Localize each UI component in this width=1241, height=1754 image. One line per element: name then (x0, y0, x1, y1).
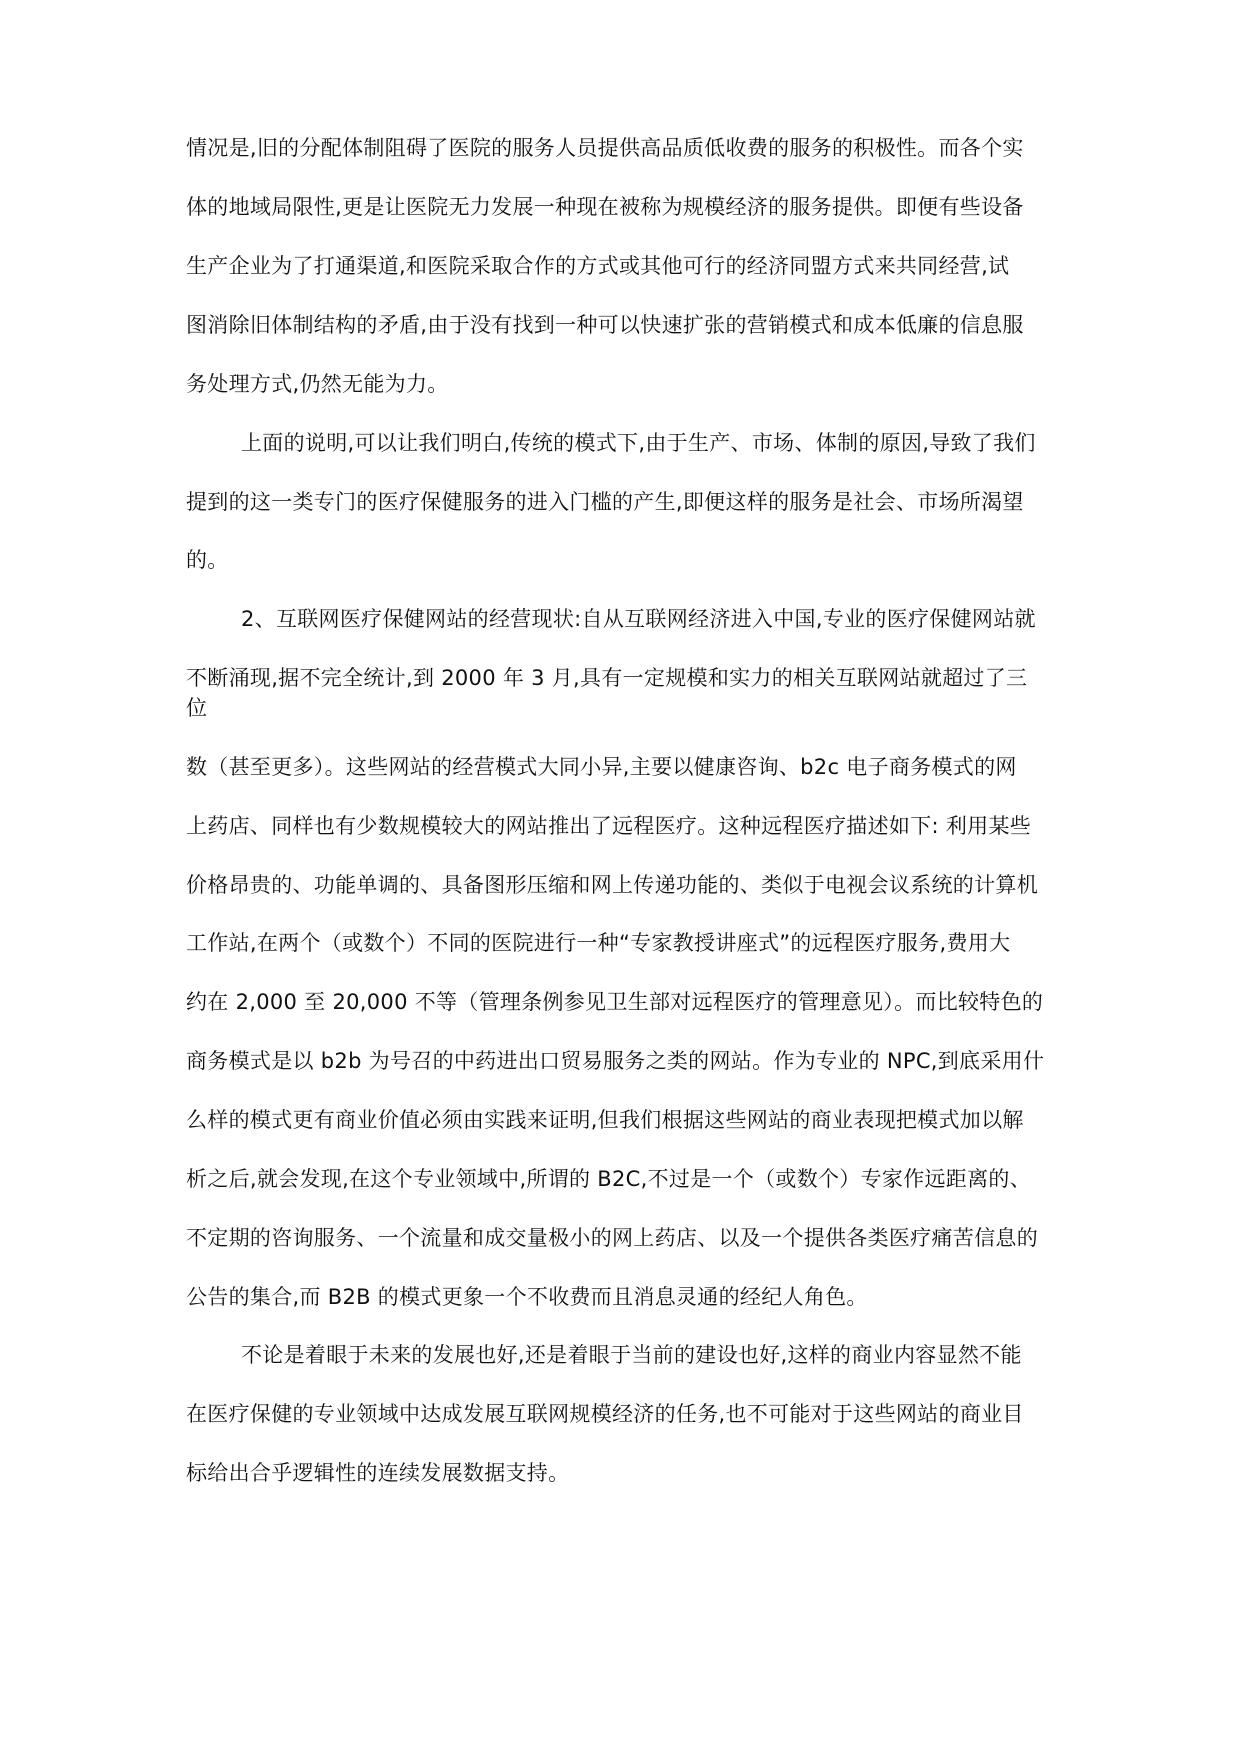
text-line: 务处理方式,仍然无能为力。 (186, 372, 449, 396)
text-line: 价格昂贵的、功能单调的、具备图形压缩和网上传递功能的、类似于电视会议系统的计算机 (186, 873, 1038, 897)
text-line: 约在 2,000 至 20,000 不等（管理条例参见卫生部对远程医疗的管理意见）。而比较特色的 (186, 990, 1044, 1014)
text-line: 的。 (186, 548, 229, 572)
text-line: 商务模式是以 b2b 为号召的中药进出口贸易服务之类的网站。作为专业的 NPC,到底采用什 (186, 1049, 1045, 1073)
text-line: 在医疗保健的专业领域中达成发展互联网规模经济的任务,也不可能对于这些网站的商业目 (186, 1402, 1024, 1426)
text-line: 不断涌现,据不完全统计,到 2000 年 3 月,具有一定规模和实力的相关互联网站就超过了三 (186, 666, 1028, 690)
text-line: 体的地域局限性,更是让医院无力发展一种现在被称为规模经济的服务提供。即便有些设备 (186, 195, 1024, 219)
text-line: 上面的说明,可以让我们明白,传统的模式下,由于生产、市场、体制的原因,导致了我们 (241, 431, 1036, 455)
text-line: 2、互联网医疗保健网站的经营现状:自从互联网经济进入中国,专业的医疗保健网站就 (241, 607, 1036, 631)
text-line: 公告的集合,而 B2B 的模式更象一个不收费而且消息灵通的经纪人角色。 (186, 1285, 868, 1309)
text-line: 图消除旧体制结构的矛盾,由于没有找到一种可以快速扩张的营销模式和成本低廉的信息服 (186, 313, 1024, 337)
text-line: 么样的模式更有商业价值必须由实践来证明,但我们根据这些网站的商业表现把模式加以解 (186, 1108, 1024, 1132)
text-line: 情况是,旧的分配体制阻碍了医院的服务人员提供高品质低收费的服务的积极性。而各个实 (186, 136, 1024, 160)
text-line: 不论是着眼于未来的发展也好,还是着眼于当前的建设也好,这样的商业内容显然不能 (241, 1343, 1022, 1367)
text-line: 标给出合乎逻辑性的连续发展数据支持。 (186, 1461, 570, 1485)
text-line: 上药店、同样也有少数规模较大的网站推出了远程医疗。这种远程医疗描述如下: 利用某些 (186, 814, 1032, 838)
text-line: 析之后,就会发现,在这个专业领域中,所谓的 B2C,不过是一个（或数个）专家作远距离的、 (186, 1167, 1032, 1191)
text-line: 工作站,在两个（或数个）不同的医院进行一种“专家教授讲座式”的远程医疗服务,费用大 (186, 931, 1011, 955)
text-line: 不定期的咨询服务、一个流量和成交量极小的网上药店、以及一个提供各类医疗痛苦信息的 (186, 1226, 1038, 1250)
text-line: 生产企业为了打通渠道,和医院采取合作的方式或其他可行的经济同盟方式来共同经营,试 (186, 254, 1010, 278)
text-line: 提到的这一类专门的医疗保健服务的进入门槛的产生,即便这样的服务是社会、市场所渴望 (186, 490, 1024, 514)
text-line: 数（甚至更多）。这些网站的经营模式大同小异,主要以健康咨询、b2c 电子商务模式的网 (186, 755, 1017, 779)
text-line: 位 (186, 696, 208, 720)
